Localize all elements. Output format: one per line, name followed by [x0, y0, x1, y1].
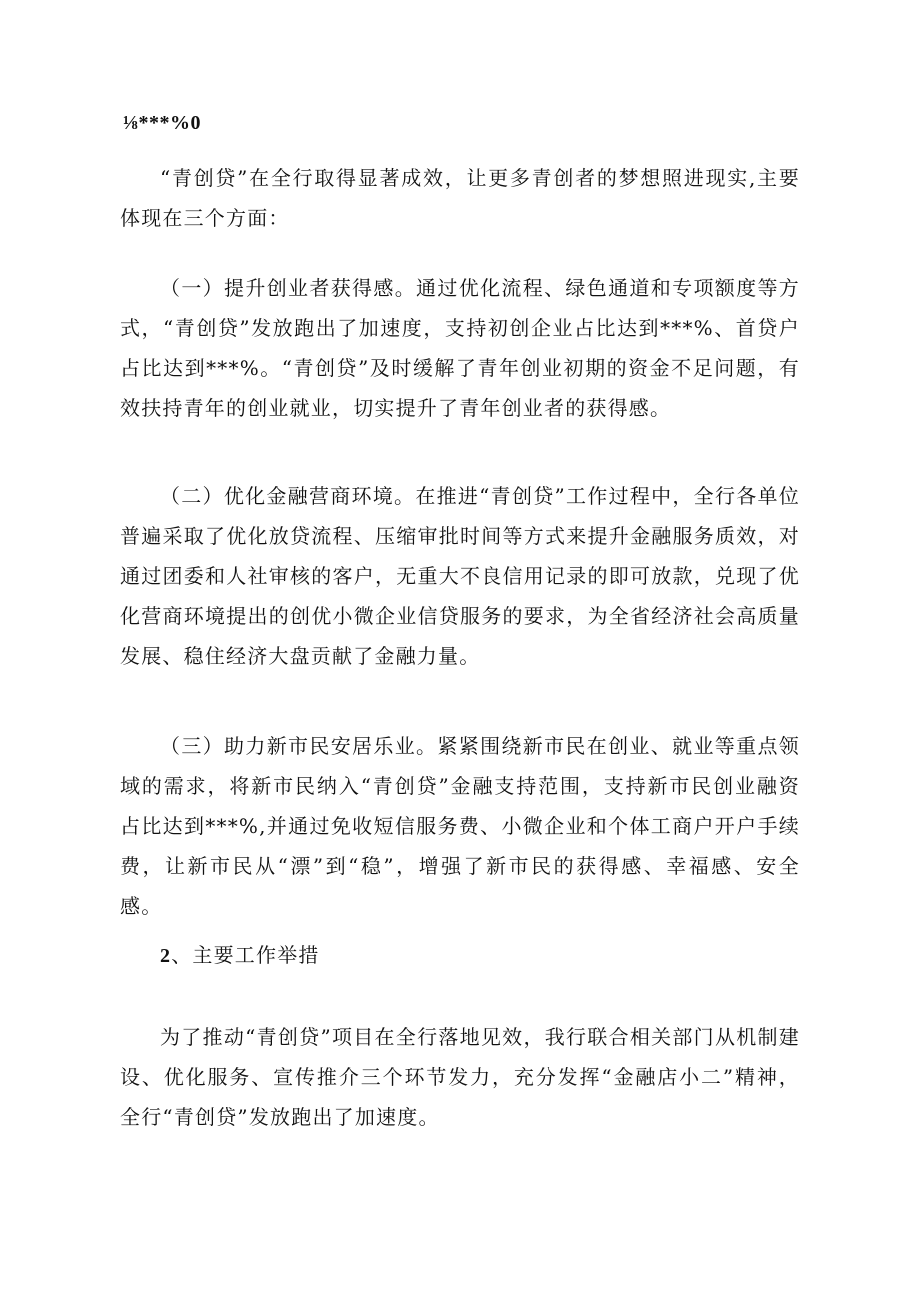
- section-two-title: 、主要工作举措: [171, 943, 320, 967]
- item-one-paragraph: （一）提升创业者获得感。通过优化流程、绿色通道和专项额度等方式，“青创贷”发放跑出了加速度，支持初创企业占比达到***%、首贷户占比达到***%。“青创贷”及时缓解了青年创业初期的资金不足问题，有效扶持青年的创业就业，切实提升了青年创业者的获得感。: [120, 276, 800, 420]
- intro-paragraph: “青创贷”在全行取得显著成效，让更多青创者的梦想照进现实,主要体现在三个方面：: [120, 166, 800, 230]
- section-two-number: 2: [160, 945, 172, 967]
- item-three-paragraph: （三）助力新市民安居乐业。紧紧围绕新市民在创业、就业等重点领域的需求，将新市民纳入“青创贷”金融支持范围，支持新市民创业融资占比达到***%,并通过免收短信服务费、小微企业和个体工商户开户手续费，让新市民从“漂”到“稳”，增强了新市民的获得感、幸福感、安全感。: [120, 734, 800, 918]
- measures-paragraph: 为了推动“青创贷”项目在全行落地见效，我行联合相关部门从机制建设、优化服务、宣传推介三个环节发力，充分发挥“金融店小二”精神，全行“青创贷”发放跑出了加速度。: [120, 1025, 800, 1129]
- section-two-heading: [160, 935, 320, 976]
- header-marker: ⅛***%0: [123, 112, 201, 134]
- item-two-paragraph: （二）优化金融营商环境。在推进“青创贷”工作过程中，全行各单位普遍采取了优化放贷流程、压缩审批时间等方式来提升金融服务质效，对通过团委和人社审核的客户，无重大不良信用记录的即可放款，兑现了优化营商环境提出的创优小微企业信贷服务的要求，为全省经济社会高质量发展、稳住经济大盘贡献了金融力量。: [120, 484, 800, 668]
